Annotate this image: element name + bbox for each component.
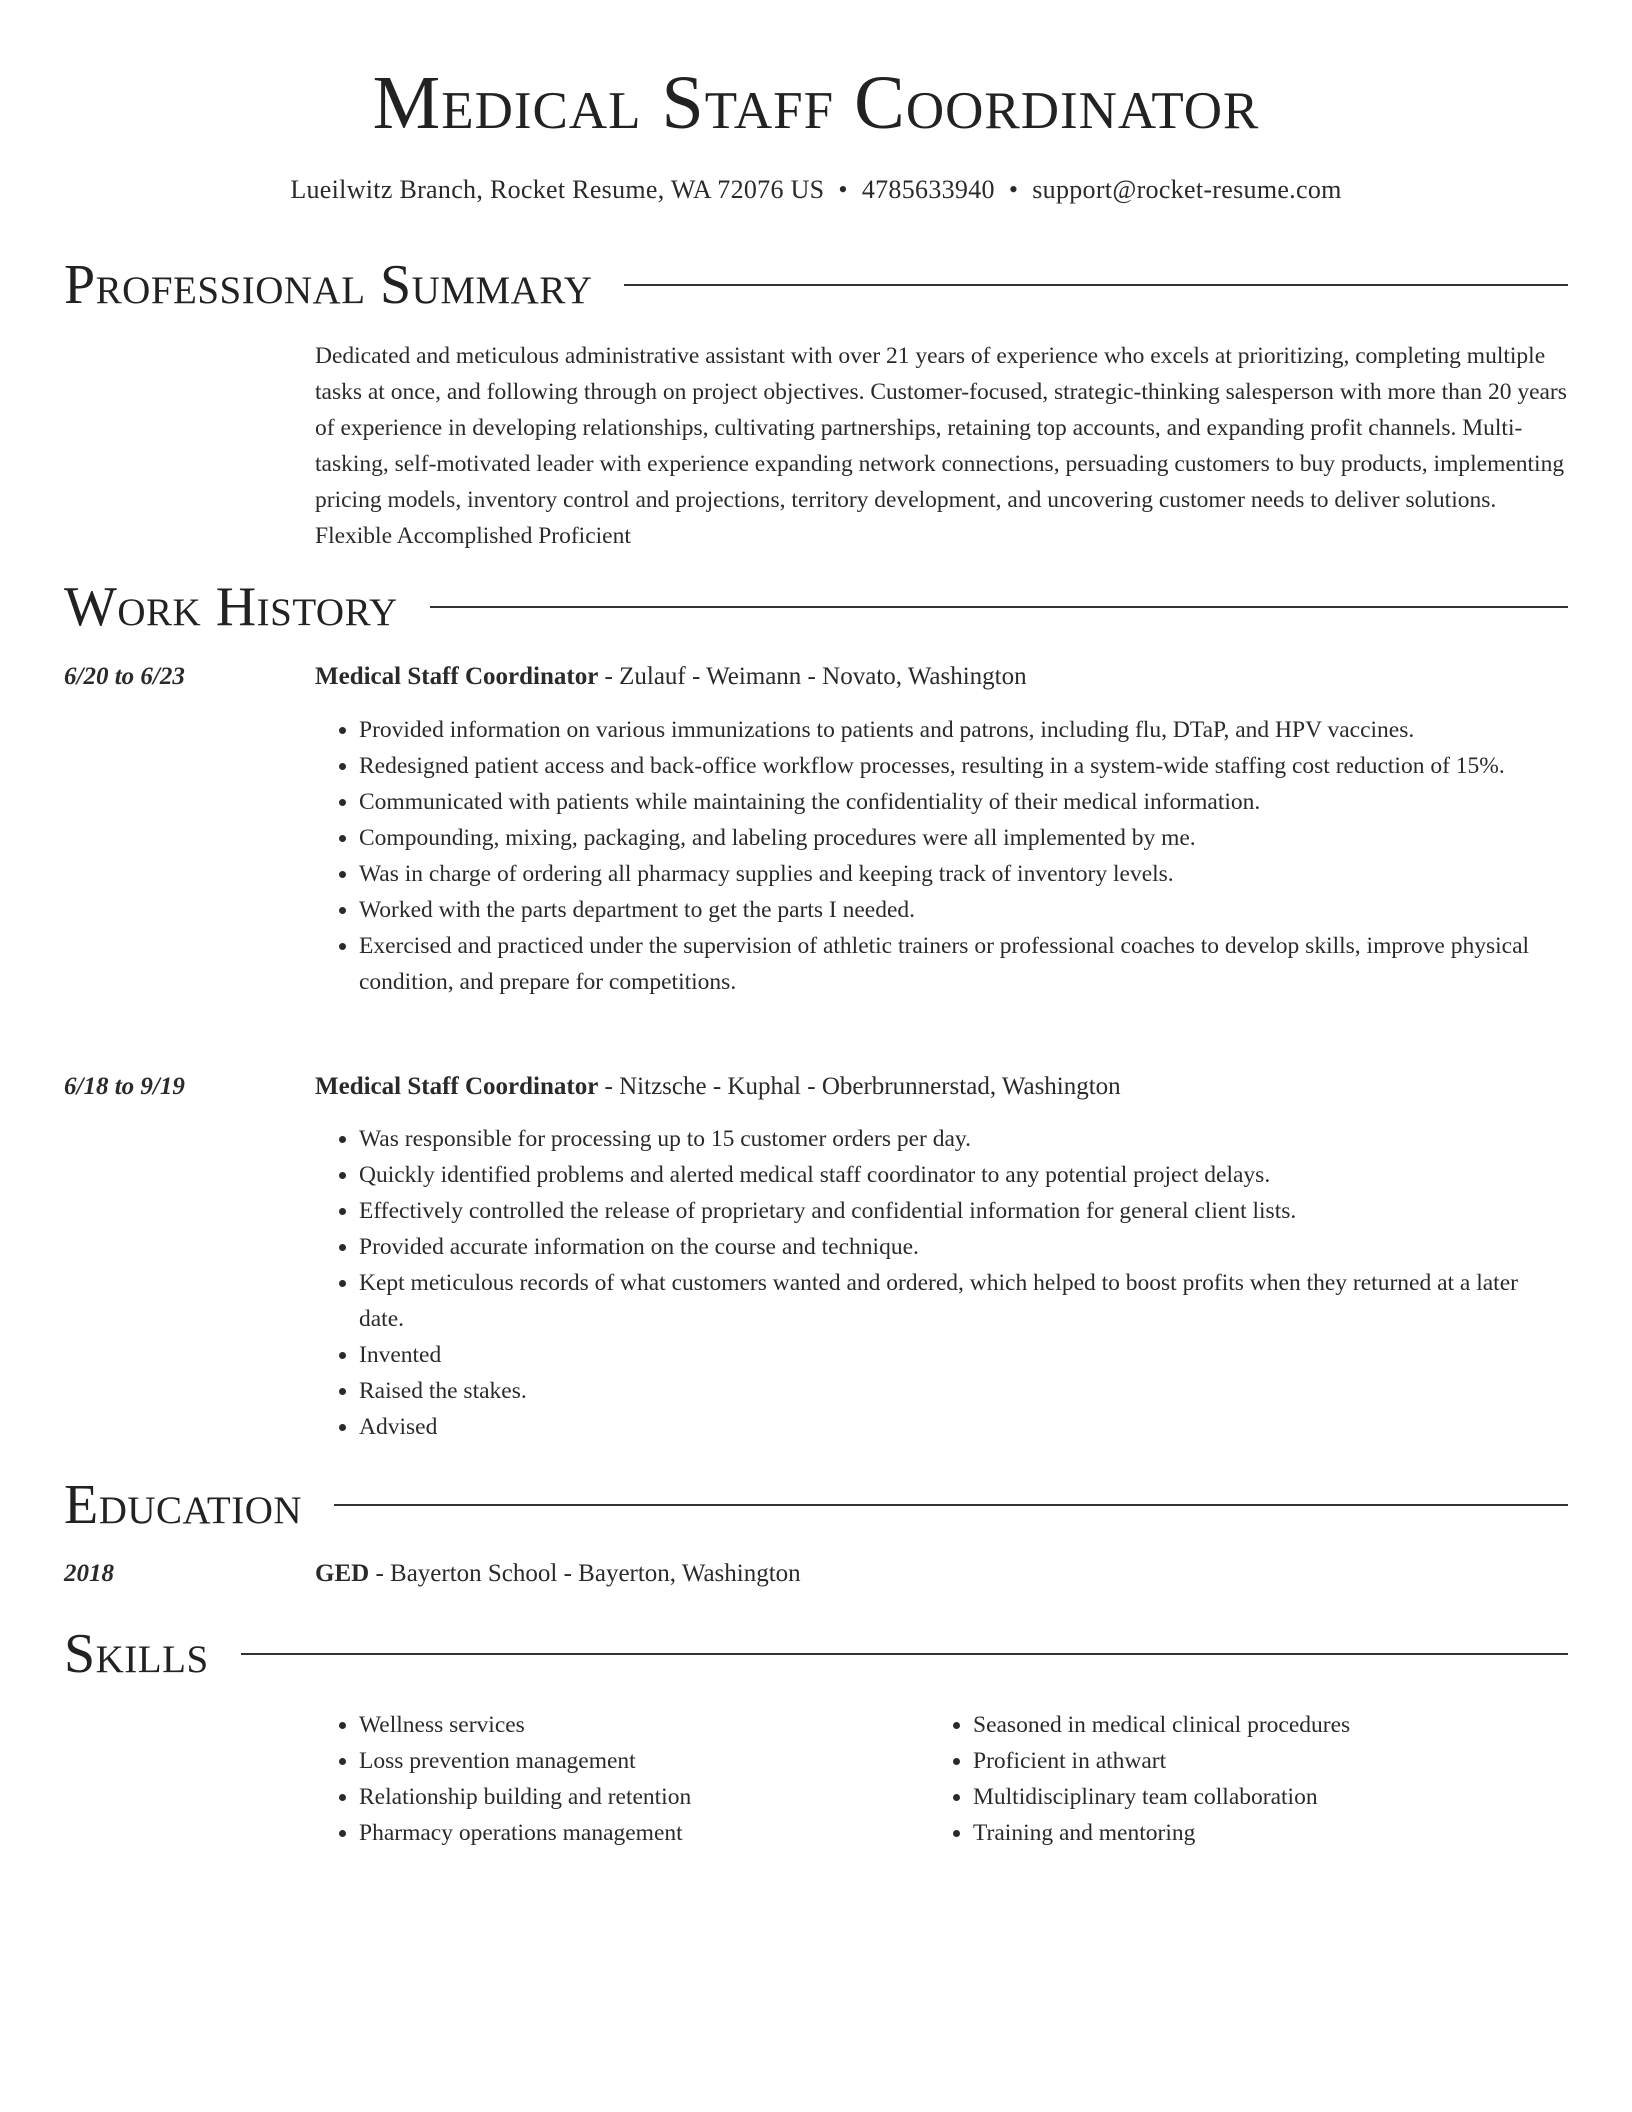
contact-separator: • <box>1008 175 1019 204</box>
job-bullet-list <box>315 1121 1568 1445</box>
list-item: • Loss prevention management <box>359 1743 973 1779</box>
job-employer: - Nitzsche - Kuphal - Oberbrunnerstad, Washington <box>598 1073 1121 1100</box>
summary-section-title: Professional Summary <box>64 254 593 316</box>
list-item: • Provided information on various immunizations to patients and patrons, including flu, DTaP, and HPV vaccines. <box>359 712 1568 748</box>
list-item: • Redesigned patient access and back-office workflow processes, resulting in a system-wide staffing cost reduction of 15%. <box>359 748 1568 784</box>
education-section-header <box>64 1473 1568 1537</box>
job-employer: - Zulauf - Weimann - Novato, Washington <box>598 663 1027 690</box>
section-divider <box>334 1504 1568 1506</box>
job-role: Medical Staff Coordinator <box>315 1073 599 1100</box>
education-line <box>315 1556 801 1592</box>
job-dates: 6/18 to 9/19 <box>64 1073 185 1100</box>
list-item: • Relationship building and retention <box>359 1779 973 1815</box>
section-divider <box>241 1653 1568 1655</box>
skills-list-right <box>929 1707 1612 1851</box>
section-divider <box>624 284 1568 286</box>
list-item: • Kept meticulous records of what customers wanted and ordered, which helped to boost profits when they returned at a later date. <box>359 1265 1568 1337</box>
list-item: • Provided accurate information on the course and technique. <box>359 1229 1568 1265</box>
list-item: • Was responsible for processing up to 15 customer orders per day. <box>359 1121 1568 1157</box>
skills-section-header <box>64 1622 1568 1686</box>
list-item: • Quickly identified problems and alerted medical staff coordinator to any potential project delays. <box>359 1157 1568 1193</box>
work-section-header <box>64 575 1568 639</box>
summary-section-header <box>64 253 1568 317</box>
job-title-line <box>315 659 1027 695</box>
list-item: • Advised <box>359 1409 1568 1445</box>
list-item: • Compounding, mixing, packaging, and labeling procedures were all implemented by me. <box>359 820 1568 856</box>
education-school: - Bayerton School - Bayerton, Washington <box>369 1560 801 1587</box>
list-item: • Proficient in athwart <box>973 1743 1612 1779</box>
education-degree: GED <box>315 1560 370 1587</box>
list-item: • Pharmacy operations management <box>359 1815 973 1851</box>
list-item: • Invented <box>359 1337 1568 1373</box>
summary-text: Dedicated and meticulous administrative assistant with over 21 years of experience who excels at prioritizing, completing multiple tasks at once, and following through on project objectives. Customer-focused, strategic-thinking salesperson with more than 20 years of experience in developing relationships, cultivating partnerships, retaining top accounts, and expanding profit channels. Multi-tasking, self-motivated leader with experience expanding network connections, persuading customers to buy products, implementing pricing models, inventory control and projections, territory development, and uncovering customer needs to deliver solutions. Flexible Accomplished Proficient <box>315 343 1567 549</box>
list-item: • Raised the stakes. <box>359 1373 1568 1409</box>
list-item: • Effectively controlled the release of proprietary and confidential information for general client lists. <box>359 1193 1568 1229</box>
contact-line <box>64 174 1568 206</box>
contact-separator: • <box>838 175 848 204</box>
contact-email: support@rocket-resume.com <box>1032 175 1342 204</box>
job-dates: 6/20 to 6/23 <box>64 663 185 690</box>
list-item: • Worked with the parts department to get the parts I needed. <box>359 892 1568 928</box>
section-divider <box>430 606 1568 608</box>
education-year: 2018 <box>64 1560 114 1587</box>
list-item: • Training and mentoring <box>973 1815 1612 1851</box>
list-item: • Exercised and practiced under the supervision of athletic trainers or professional coaches to develop skills, improve physical condition, and prepare for competitions. <box>359 928 1568 1000</box>
education-section-title: Education <box>64 1474 303 1536</box>
work-section-title: Work History <box>64 576 398 638</box>
list-item: • Multidisciplinary team collaboration <box>973 1779 1612 1815</box>
job-title-line <box>315 1069 1121 1105</box>
job-role: Medical Staff Coordinator <box>315 663 599 690</box>
contact-phone: 4785633940 <box>861 175 995 204</box>
list-item: • Communicated with patients while maintaining the confidentiality of their medical information. <box>359 784 1568 820</box>
list-item: • Wellness services <box>359 1707 973 1743</box>
skills-list-left <box>315 1707 973 1851</box>
candidate-name: Medical Staff Coordinator <box>372 61 1260 145</box>
job-bullet-list <box>315 712 1568 1000</box>
skills-section-title: Skills <box>64 1623 209 1685</box>
list-item: • Seasoned in medical clinical procedures <box>973 1707 1612 1743</box>
contact-address: Lueilwitz Branch, Rocket Resume, WA 72076 US <box>290 175 825 204</box>
list-item: • Was in charge of ordering all pharmacy supplies and keeping track of inventory levels. <box>359 856 1568 892</box>
